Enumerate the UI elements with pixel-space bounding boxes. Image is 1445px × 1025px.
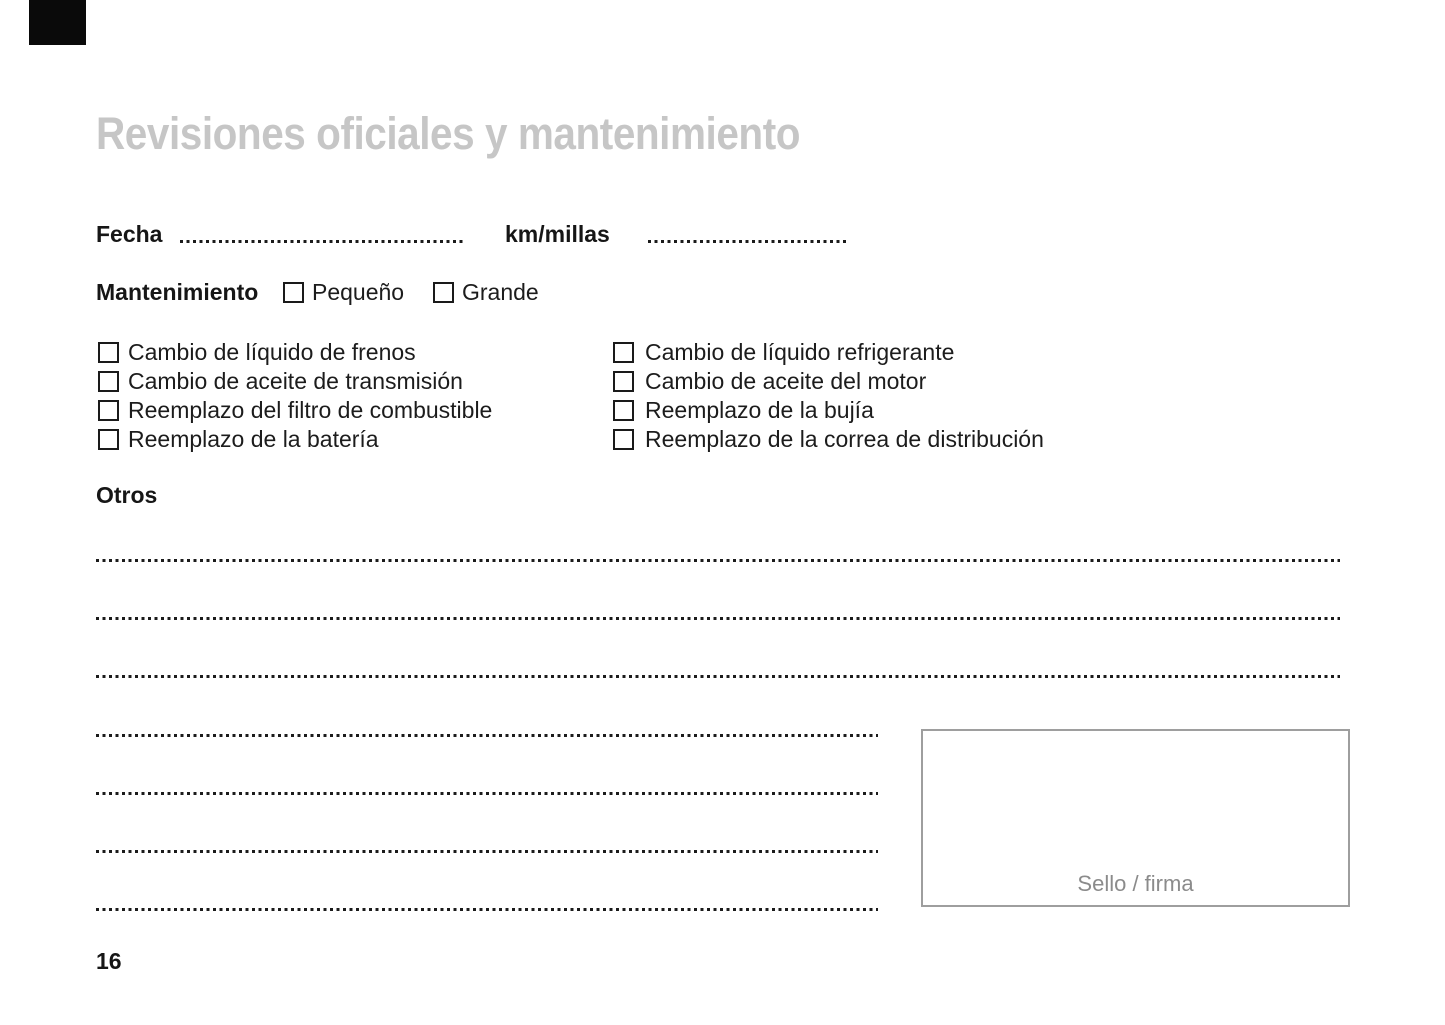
engine-oil-checkbox[interactable] bbox=[613, 371, 634, 392]
maintenance-label: Mantenimiento bbox=[96, 279, 259, 305]
notes-line[interactable] bbox=[96, 850, 878, 853]
maintenance-small-checkbox[interactable] bbox=[283, 282, 304, 303]
notes-line[interactable] bbox=[96, 675, 1340, 678]
brake-fluid-checkbox[interactable] bbox=[98, 342, 119, 363]
notes-line[interactable] bbox=[96, 734, 878, 737]
coolant-checkbox[interactable] bbox=[613, 342, 634, 363]
page-number: 16 bbox=[96, 948, 122, 974]
maintenance-small-label: Pequeño bbox=[312, 279, 405, 305]
checklist-item-label: Cambio de aceite del motor bbox=[645, 368, 927, 394]
checklist-item-label: Cambio de líquido de frenos bbox=[128, 339, 416, 365]
date-label: Fecha bbox=[96, 221, 163, 247]
spark-plug-checkbox[interactable] bbox=[613, 400, 634, 421]
km-fill-line[interactable] bbox=[648, 240, 849, 243]
maintenance-large-checkbox[interactable] bbox=[433, 282, 454, 303]
checklist-item-label: Reemplazo de la batería bbox=[128, 426, 379, 452]
checklist-item-label: Reemplazo del filtro de combustible bbox=[128, 397, 493, 423]
date-fill-line[interactable] bbox=[180, 240, 465, 243]
notes-line[interactable] bbox=[96, 792, 878, 795]
stamp-signature-box[interactable] bbox=[921, 729, 1350, 907]
page-edge-index-tab bbox=[29, 0, 86, 45]
notes-line[interactable] bbox=[96, 559, 1340, 562]
timing-belt-checkbox[interactable] bbox=[613, 429, 634, 450]
fuel-filter-checkbox[interactable] bbox=[98, 400, 119, 421]
checklist-item-label: Cambio de aceite de transmisión bbox=[128, 368, 463, 394]
others-label: Otros bbox=[96, 482, 158, 508]
transmission-oil-checkbox[interactable] bbox=[98, 371, 119, 392]
km-label: km/millas bbox=[505, 221, 610, 247]
checklist-item-label: Reemplazo de la bujía bbox=[645, 397, 874, 423]
battery-checkbox[interactable] bbox=[98, 429, 119, 450]
page-title: Revisiones oficiales y mantenimiento bbox=[96, 108, 801, 159]
checklist-item-label: Reemplazo de la correa de distribución bbox=[645, 426, 1044, 452]
notes-line[interactable] bbox=[96, 617, 1340, 620]
checklist-item-label: Cambio de líquido refrigerante bbox=[645, 339, 955, 365]
maintenance-large-label: Grande bbox=[462, 279, 539, 305]
stamp-signature-label: Sello / firma bbox=[1077, 871, 1194, 896]
notes-line[interactable] bbox=[96, 908, 878, 911]
